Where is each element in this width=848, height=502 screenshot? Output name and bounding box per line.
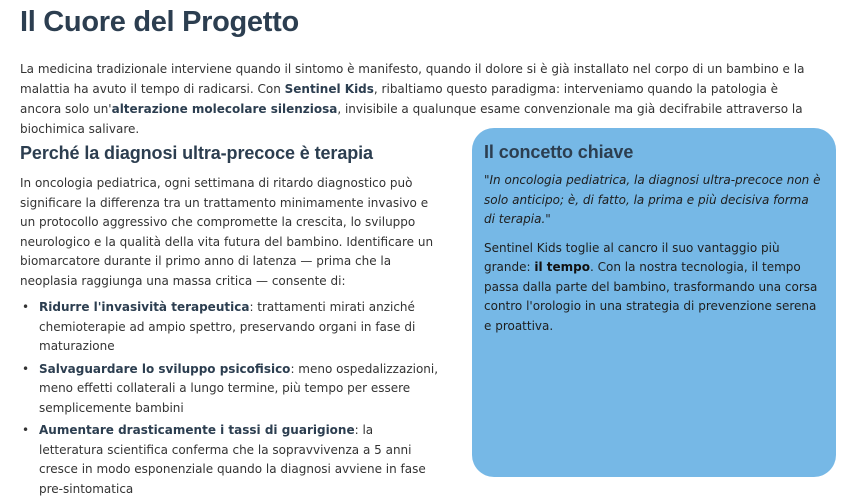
intro-brand-name: Sentinel Kids bbox=[284, 82, 374, 96]
bullet-icon: • bbox=[22, 361, 30, 376]
intro-paragraph bbox=[20, 59, 820, 139]
bullet-icon: • bbox=[22, 300, 30, 314]
list-item-title: Salvaguardare lo sviluppo psicofisico bbox=[39, 361, 291, 376]
key-concept-box bbox=[472, 128, 836, 477]
list-item-text: : la letteratura scientifica conferma che la sopravvivenza a 5 anni cresce in modo esponenziale quando la diagnosi avviene in fase pre-sintomatica bbox=[39, 423, 426, 496]
bullet-icon: • bbox=[22, 423, 30, 437]
key-concept-text-2: . Con la nostra tecnologia, il tempo passa dalla parte del bambino, trasformando una corsa contro l'orologio in una strategia di prevenzione serena e proattiva. bbox=[484, 260, 818, 333]
list-item-text: : meno ospedalizzazioni, meno effetti collaterali a lungo termine, più tempo per essere semplicemente bambini bbox=[39, 361, 439, 415]
list-item bbox=[20, 360, 440, 419]
list-item-title: Aumentare drasticamente i tassi di guarigione bbox=[39, 423, 355, 437]
intro-text-1: La medicina tradizionale interviene quando il sintomo è manifesto, quando il dolore si è già installato nel corpo di un bambino e la malattia ha avuto il tempo di radicarsi. Con bbox=[20, 62, 805, 96]
list-item-title: Ridurre l'invasività terapeutica bbox=[39, 300, 250, 314]
section-paragraph: In oncologia pediatrica, ogni settimana di ritardo diagnostico può significare la differenza tra un trattamento minimamente invasivo e un protocollo aggressivo che compromette la crescita, lo sviluppo neurologico e la qualità della vita futura del bambino. Identificare un biomarcatore durante il primo anno di latenza — prima che la neoplasia raggiunga una massa critica — consente di: bbox=[20, 176, 434, 288]
intro-emphasis: alterazione molecolare silenziosa bbox=[111, 102, 338, 116]
intro-text-2: , ribaltiamo questo paradigma: interveniamo quando la patologia è ancora solo un' bbox=[20, 82, 779, 116]
key-concept-quote: "In oncologia pediatrica, la diagnosi ultra-precoce non è solo anticipo; è, di fatto, la prima e più decisiva forma di terapia." bbox=[484, 173, 821, 226]
page-title: Il Cuore del Progetto bbox=[20, 6, 299, 38]
list-item-text: : trattamenti mirati anziché chemioterapie ad ampio spettro, preservando organi in fase di maturazione bbox=[39, 300, 416, 353]
list-item bbox=[20, 421, 440, 499]
section-heading: Perché la diagnosi ultra-precoce è terapia bbox=[20, 143, 373, 163]
list-item bbox=[20, 298, 440, 357]
intro-text-3: , invisibile a qualunque esame convenzionale ma già decifrabile attraverso la biochimica salivare. bbox=[20, 102, 803, 136]
benefits-list bbox=[20, 298, 440, 499]
key-concept-heading: Il concetto chiave bbox=[484, 142, 634, 162]
diagnosis-section bbox=[20, 143, 440, 502]
key-concept-text-1: Sentinel Kids toglie al cancro il suo vantaggio più grande: bbox=[484, 240, 780, 274]
key-concept-emphasis: il tempo bbox=[534, 260, 590, 274]
key-concept-paragraph bbox=[484, 239, 822, 337]
